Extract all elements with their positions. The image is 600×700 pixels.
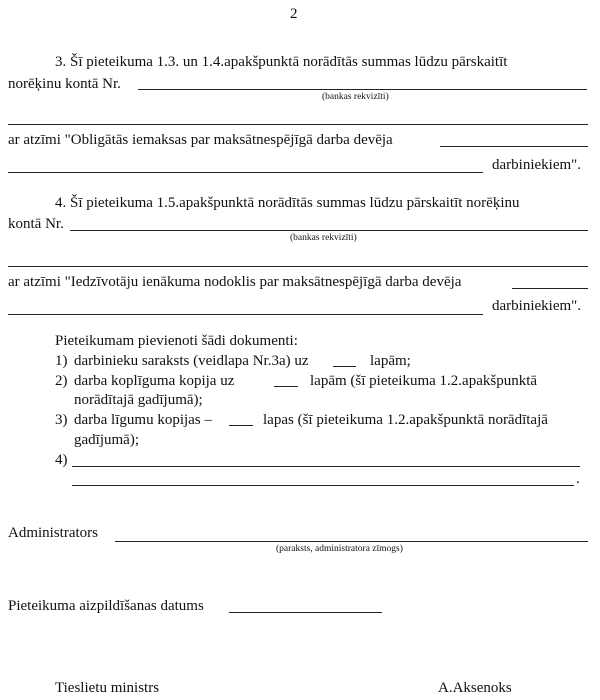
section3-line1: 3. Šī pieteikuma 1.3. un 1.4.apakšpunktā norādītās summas lūdzu pārskaitīt — [55, 54, 508, 70]
attachment-4-field[interactable] — [72, 466, 580, 467]
attachment-3-number: 3) — [55, 412, 68, 428]
section3-note: ar atzīmi "Obligātās iemaksas par maksātnespējīgā darba devēja — [8, 132, 393, 148]
signature-caption: (paraksts, administratora zīmogs) — [276, 544, 403, 554]
page-number: 2 — [290, 6, 298, 22]
section4-account-field-line2[interactable] — [8, 266, 588, 267]
attachment-2-pages-field[interactable] — [274, 386, 298, 387]
section3-employer-field-line2[interactable] — [8, 172, 483, 173]
section3-account-field-line2[interactable] — [8, 124, 588, 125]
minister-title: Tieslietu ministrs — [55, 680, 160, 696]
attachment-4-field-line2[interactable] — [72, 485, 574, 486]
date-label: Pieteikuma aizpildīšanas datums — [8, 598, 204, 614]
section4-account-label: kontā Nr. — [8, 216, 64, 232]
section3-bank-caption: (bankas rekvizīti) — [322, 92, 389, 102]
attachment-3-pages-field[interactable] — [229, 425, 253, 426]
attachments-intro: Pieteikumam pievienoti šādi dokumenti: — [55, 333, 298, 349]
section3-note-suffix: darbiniekiem". — [492, 157, 582, 173]
date-field[interactable] — [229, 612, 382, 613]
attachment-2-suffix: lapām (šī pieteikuma 1.2.apakšpunktā — [310, 373, 538, 389]
attachment-2-number: 2) — [55, 373, 68, 389]
attachment-4-end: . — [576, 471, 580, 487]
attachment-2-continuation: norādītajā gadījumā); — [74, 392, 203, 408]
attachment-2-text: darba koplīguma kopija uz — [74, 373, 235, 389]
attachment-4-number: 4) — [55, 452, 68, 468]
attachment-1-number: 1) — [55, 353, 68, 369]
attachment-1-text: darbinieku saraksts (veidlapa Nr.3a) uz — [74, 353, 309, 369]
section3-account-field[interactable] — [138, 89, 587, 90]
attachment-3-text: darba līgumu kopijas – — [74, 412, 212, 428]
minister-name: A.Aksenoks — [438, 680, 512, 696]
section4-bank-caption: (bankas rekvizīti) — [290, 233, 357, 243]
section4-employer-field-line2[interactable] — [8, 314, 483, 315]
attachment-1-pages-field[interactable] — [333, 366, 356, 367]
section3-account-label: norēķinu kontā Nr. — [8, 76, 121, 92]
section4-line1: 4. Šī pieteikuma 1.5.apakšpunktā norādītās summas lūdzu pārskaitīt norēķinu — [55, 195, 520, 211]
attachment-1-suffix: lapām; — [370, 353, 411, 369]
administrator-label: Administrators — [8, 525, 98, 541]
attachment-3-continuation: gadījumā); — [74, 432, 139, 448]
attachment-3-suffix: lapas (šī pieteikuma 1.2.apakšpunktā norādītajā — [263, 412, 548, 428]
section4-note-suffix: darbiniekiem". — [492, 298, 582, 314]
section3-employer-field[interactable] — [440, 146, 588, 147]
section4-employer-field[interactable] — [512, 288, 588, 289]
section4-note: ar atzīmi "Iedzīvotāju ienākuma nodoklis par maksātnespējīgā darba devēja — [8, 274, 462, 290]
administrator-signature-field[interactable] — [115, 541, 588, 542]
section4-account-field[interactable] — [70, 230, 588, 231]
